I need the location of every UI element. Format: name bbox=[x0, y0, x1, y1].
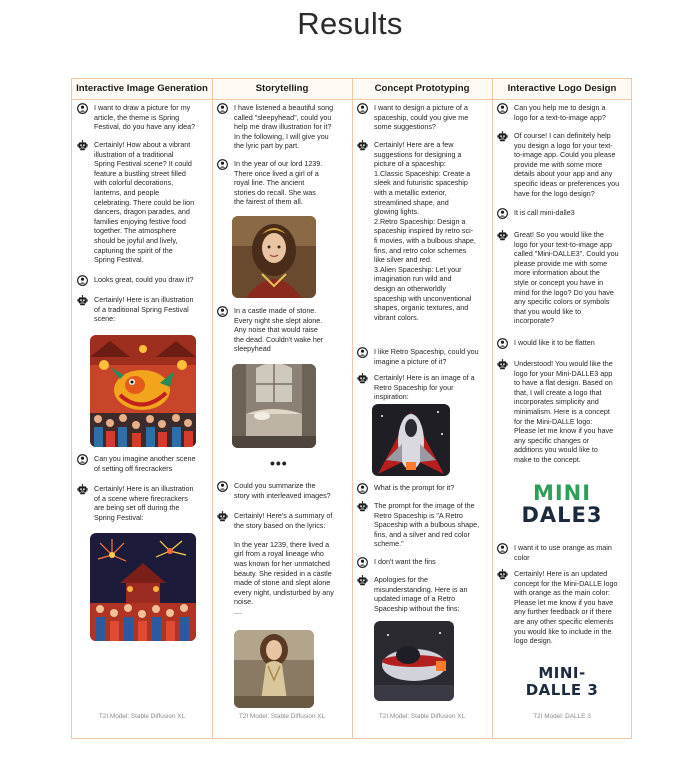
bot-message-text: Certainly! Here is an illustration of a scene where firecrackers are being set off during the Spring Festival: bbox=[94, 484, 194, 522]
user-icon bbox=[77, 275, 88, 286]
robot-icon bbox=[497, 230, 508, 241]
user-message-text: In a castle made of stone. Every night she slept alone. Any noise that would raise the dead. Couldn't wake her sleepyhead bbox=[234, 306, 324, 354]
castle-bedroom-image bbox=[232, 364, 316, 448]
bot-message-text: Certainly! Here's a summary of the story based on the lyrics: In the year 1239, there lived a girl from a royal lineage who was known for her unmatched beauty. She resided in a castle made of stone and slept alone every night, undisturbed by any noise. .... bbox=[234, 511, 334, 616]
user-message-text: I want it to use orange as main color bbox=[514, 543, 612, 562]
robot-icon bbox=[497, 359, 508, 370]
page-title: Results bbox=[297, 6, 403, 41]
user-icon bbox=[217, 481, 228, 492]
robot-icon bbox=[357, 501, 368, 512]
robot-icon bbox=[497, 131, 508, 142]
firecrackers-scene-image bbox=[90, 533, 196, 641]
user-icon bbox=[77, 103, 88, 114]
results-table bbox=[71, 78, 632, 739]
user-message-text: I have listened a beautiful song called "sleepyhead", could you help me draw illustration for it? In the following, I will give you the lyric part by part. bbox=[234, 103, 334, 151]
royal-girl-image bbox=[232, 216, 316, 298]
logo-line-top: MINI bbox=[532, 481, 592, 505]
robot-icon bbox=[77, 140, 88, 151]
mini-dalle3-logo bbox=[512, 483, 612, 526]
user-icon bbox=[357, 347, 368, 358]
user-message-text: I don't want the fins bbox=[374, 557, 436, 566]
model-footer: T2I Model: Stable Diffusion XL bbox=[378, 713, 466, 720]
header-concept-prototyping: Concept Prototyping bbox=[374, 83, 470, 94]
bot-message-text: Great! So you would like the logo for your text-to-image app called "Mini-DALLE3". Could you please provide me with some more information about the style or concept you have in mind for the logo? Do you have any specific colors or symbols that you would like to incorporate? bbox=[514, 230, 619, 326]
user-icon bbox=[497, 543, 508, 554]
column-concept-prototyping bbox=[352, 100, 492, 724]
user-icon bbox=[497, 338, 508, 349]
spring-festival-dragon-image bbox=[90, 335, 196, 447]
user-message-text: I would like it to be flatten bbox=[514, 338, 595, 347]
bot-message-text: Certainly! Here is an image of a Retro Spaceship for your inspiration: bbox=[374, 373, 475, 402]
user-icon bbox=[497, 103, 508, 114]
robot-icon bbox=[357, 575, 368, 586]
bot-message-text: Certainly! Here are a few suggestions for designing a picture of a spaceship: 1.Classic Spaceship: Create a sleek and futuristic spaceship with a metallic exterior, streamlined shape, and glowing lights. 2.Retro Spaceship: Design a spaceship inspired by retro sci- fi movies, with a bulbous shape, fins, and retro color schemes like silver and red. 3.Alien Spaceship: Let your imagination run wild and design an otherworldly spaceship with unconventional shapes, organic textures, and vibrant colors. bbox=[374, 140, 476, 322]
user-message-text: Looks great, could you draw it? bbox=[94, 275, 194, 284]
bot-message-text: The prompt for the image of the Retro Spaceship is "A Retro Spaceship with a bulbous shape, fins, and a silver and red color scheme." bbox=[374, 501, 480, 549]
user-icon bbox=[217, 103, 228, 114]
user-icon bbox=[357, 557, 368, 568]
logo-line-bottom: DALLE 3 bbox=[525, 681, 599, 699]
header-interactive-image-generation: Interactive Image Generation bbox=[76, 83, 208, 94]
user-message-text: Can you help me to design a logo for a text-to-image app? bbox=[514, 103, 606, 122]
robot-icon bbox=[357, 373, 368, 384]
bot-message-text: Certainly! Here is an illustration of a traditional Spring Festival scene: bbox=[94, 295, 194, 324]
user-message-text: Could you summarize the story with interleaved images? bbox=[234, 481, 331, 500]
user-message-text: Can you imagine another scene of setting off firecrackers bbox=[94, 454, 196, 473]
user-icon bbox=[357, 483, 368, 494]
column-image-generation bbox=[72, 100, 212, 724]
logo-line-top: MINI- bbox=[538, 664, 586, 682]
bot-message-text: Certainly! How about a vibrant illustration of a traditional Spring Festival scene? It could feature a bustling street filled with colorful decorations, lanterns, and people celebrating. There could be lion dancers, dragon parades, and families enjoying festive food together. The atmosphere should be joyful and lively, capturing the spirit of the Spring Festival. bbox=[94, 140, 195, 265]
user-icon bbox=[217, 306, 228, 317]
logo-line-bottom: DALE3 bbox=[521, 503, 603, 527]
mini-dalle3-orange-logo bbox=[510, 666, 614, 698]
robot-icon bbox=[77, 484, 88, 495]
model-footer: T2I Model: Stable Diffusion XL bbox=[238, 713, 326, 720]
spaceship-without-fins-image bbox=[374, 621, 454, 701]
header-interactive-logo-design: Interactive Logo Design bbox=[507, 83, 617, 94]
ellipsis: ••• bbox=[270, 455, 288, 471]
bot-message-text: Understood! You would like the logo for your Mini-DALLE3 app to have a flat design. Based on that, I will create a logo that incorporates simplicity and minimalism. Here is a concept for the Mini-DALLE logo: Please let me know if you have any specific changes or additions you would like to make to the concept. bbox=[514, 359, 614, 464]
user-icon bbox=[77, 454, 88, 465]
user-icon bbox=[497, 208, 508, 219]
user-icon bbox=[357, 103, 368, 114]
column-storytelling bbox=[212, 100, 352, 724]
bot-message-text: Certainly! Here is an updated concept for the Mini-DALLE logo with orange as the main color: Please let me know if you have any further feedback or if there are any other specific elements you would like to include in the logo design. bbox=[514, 569, 618, 646]
robot-icon bbox=[217, 511, 228, 522]
robot-icon bbox=[357, 140, 368, 151]
user-message-text: I like Retro Spaceship, could you imagine a picture of it? bbox=[374, 347, 479, 366]
user-icon bbox=[217, 159, 228, 170]
header-storytelling: Storytelling bbox=[255, 83, 309, 94]
user-message-text: I want to design a picture of a spaceship, could you give me some suggestions? bbox=[374, 103, 469, 132]
bot-message-text: Of course! I can definitely help you design a logo for your text- to-image app. Could you please provide me with some more details about your app and any specific ideas or preferences you have for the logo design? bbox=[514, 131, 620, 198]
user-message-text: I want to draw a picture for my article, the theme is Spring Festival, do you have any idea? bbox=[94, 103, 196, 132]
user-message-text: It is call mini-dalle3 bbox=[514, 208, 575, 217]
user-message-text: In the year of our lord 1239. There once lived a girl of a royal line. The ancient stories do recall. She was the fairest of them all. bbox=[234, 159, 323, 207]
robot-icon bbox=[497, 569, 508, 580]
model-footer: T2I Model: DALLE 3 bbox=[533, 713, 591, 720]
model-footer: T2I Model: Stable Diffusion XL bbox=[98, 713, 186, 720]
retro-spaceship-image bbox=[372, 404, 450, 476]
princess-portrait-image bbox=[234, 630, 314, 708]
column-logo-design bbox=[492, 100, 632, 724]
user-message-text: What is the prompt for it? bbox=[374, 483, 455, 492]
robot-icon bbox=[77, 295, 88, 306]
bot-message-text: Apologies for the misunderstanding. Here is an updated image of a Retro Spaceship without the fins: bbox=[374, 575, 468, 613]
